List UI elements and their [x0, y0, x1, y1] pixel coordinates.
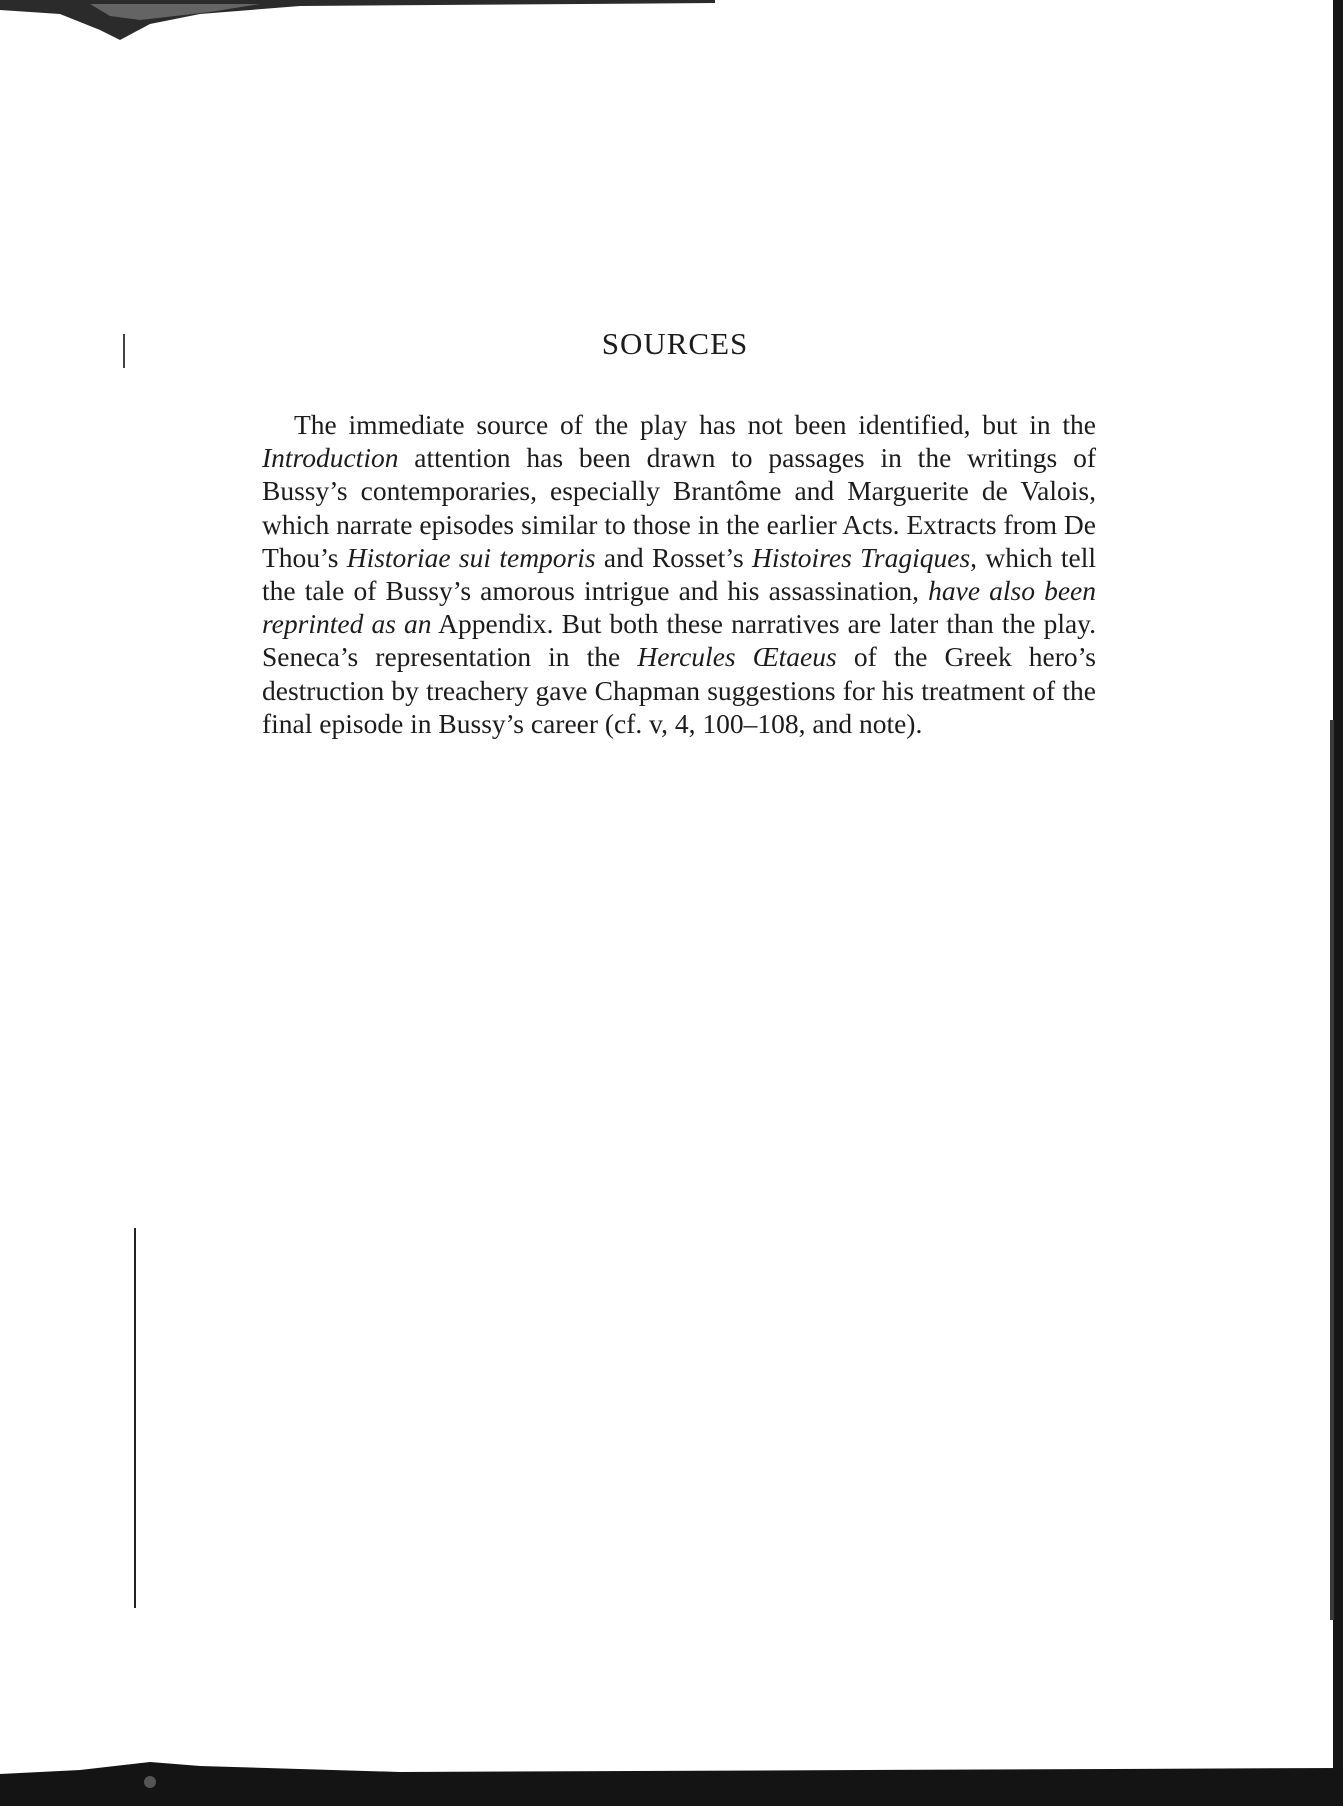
sources-paragraph	[262, 408, 1096, 740]
sources-body	[262, 408, 1096, 740]
left-margin-rule	[132, 1228, 138, 1608]
text-run: attention has been drawn to passages in the writings of Bussy’s contemporaries, especially Brantôme and Marguerite de Valois, which narrate episodes similar to those in the earlier Acts. Extracts from De Thou’s	[262, 442, 1096, 573]
text-run: and Rosset’s	[595, 541, 752, 573]
italic-title-hercules: Hercules Œtaeus	[637, 641, 837, 673]
text-run: The immediate source of the play has not been identified, but in the	[294, 409, 1096, 440]
page-title: SOURCES	[601, 326, 749, 361]
italic-title-histoires: Histoires Tragiques	[751, 541, 971, 573]
text-run: , which tell the tale of Bussy’s amorous intrigue and his assassination,	[262, 541, 1096, 607]
italic-title-introduction: Introduction	[262, 442, 399, 474]
right-page-edge	[1320, 0, 1343, 1806]
text-run: of the Greek hero’s destruction by treachery gave Chapman suggestions for his treatment of the final episode in Bussy’s career (cf. v, 4, 100–108, and note).	[262, 641, 1096, 739]
text-run: Appendix. But both these narratives are later than the play. Seneca’s representation in the	[262, 608, 1097, 673]
italic-title-historiae: Historiae sui temporis	[346, 541, 596, 573]
bottom-scan-smudge	[0, 1752, 1343, 1806]
top-scan-smudge	[0, 0, 715, 44]
italic-text-run: have also been reprinted as an	[262, 575, 1096, 640]
